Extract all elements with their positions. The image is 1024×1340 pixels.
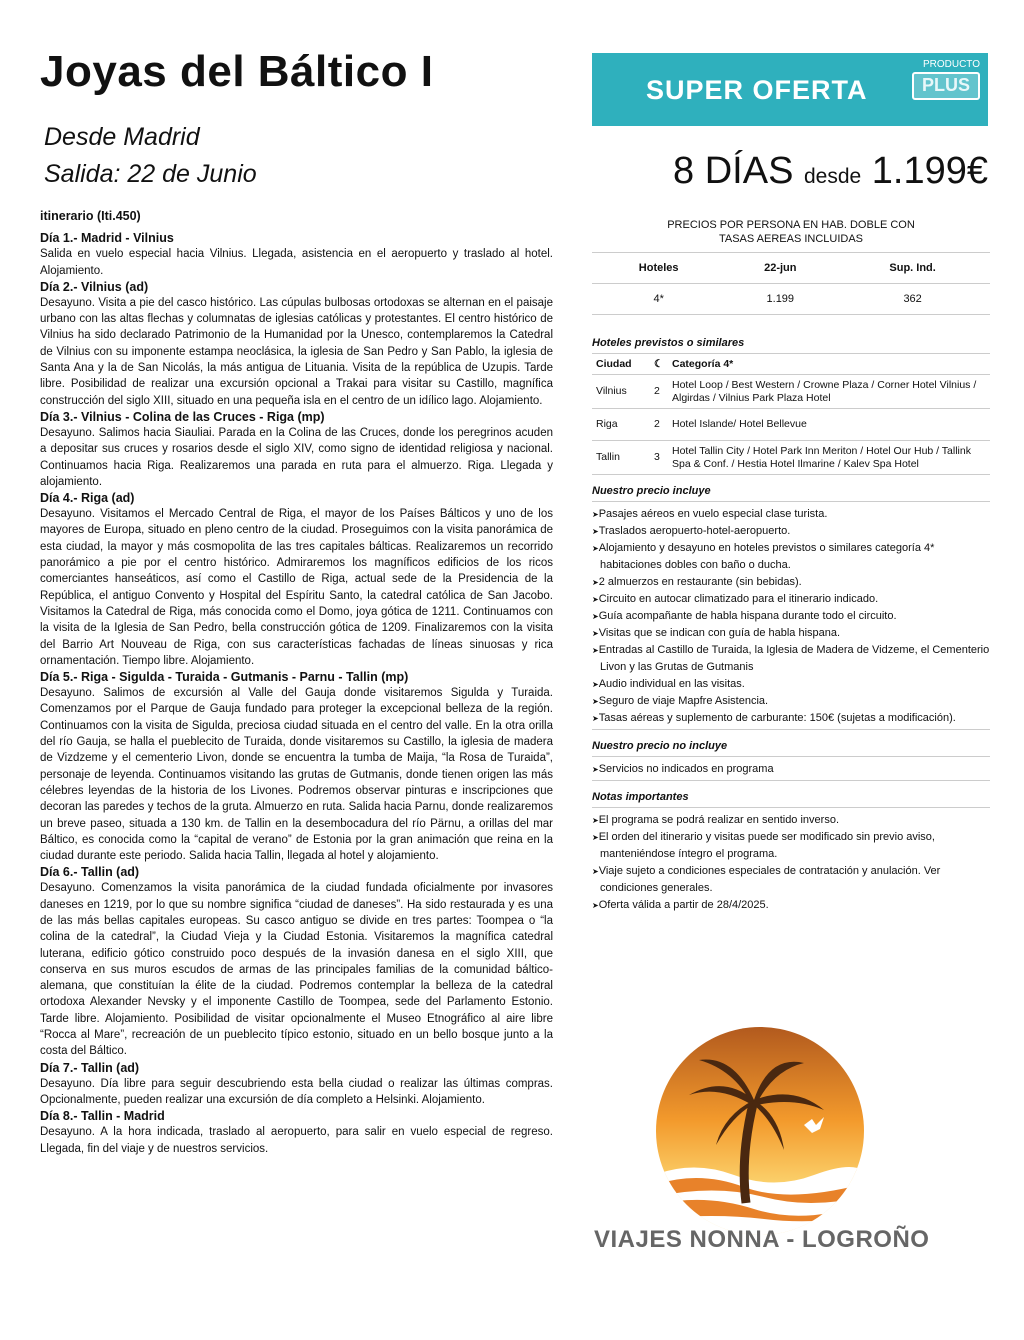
table-header-row [592, 354, 990, 375]
day-block [40, 230, 553, 279]
divider [592, 729, 990, 730]
list-item: ➤ Oferta válida a partir de 28/4/2025. [592, 897, 990, 914]
info-column [592, 218, 990, 914]
day-text: Desayuno. Salimos de excursión al Valle del Gauja donde visitaremos Sigulda y Turaida. Comenzamos por el Parque de Gauja fundado para proteger la excepcional belleza de la región. Continuamos con la visita de Sigulda, preciosa ciudad situada en el centro del valle. En la otra orilla del río Gauja, se halla el pueblecito de Turaida, donde visitaremos su Castillo, la iglesia de madera de Vizdzeme y el cementerio Livon, donde se encuentra la tumba de Maija, “la Rosa de Turaida”, personaje de leyenda. Continuamos visitando las grutas de Gutmanis, donde tienen origen las más célebres leyendas de la historia de los Livones. Podremos observar pinturas e inscripciones que decoran las paredes y techos de la gruta. Almuerzo en ruta. Salida hacia Parnu, donde realizaremos un breve paseo, situada a 130 km. de Tallin en la desembocadura del río Pärnu, a orillas del mar Báltico, es conocida como la “capital de verano” de Estonia por la gran animación que reina en la ciudad durante este periodo. Salida hacia Tallin, llegada al hotel y alojamiento. [40, 687, 553, 863]
table-cell: Hotel Islande/ Hotel Bellevue [668, 409, 990, 441]
day-text: Salida en vuelo especial hacia Vilnius. Llegada, asistencia en el aeropuerto y traslado al hotel. Alojamiento. [40, 248, 553, 277]
list-item: ➤ Entradas al Castillo de Turaida, la Iglesia de Madera de Vidzeme, el Cementerio Livon y las Grutas de Gutmanis [592, 642, 990, 676]
table-cell: Riga [592, 409, 650, 441]
day-text: Desayuno. A la hora indicada, traslado al aeropuerto, para salir en vuelo especial de regreso. Llegada, fin del viaje y de nuestros servicios. [40, 1126, 553, 1155]
palm-tree-sunset-logo [654, 1025, 867, 1238]
price-amount: 1.199€ [871, 150, 988, 192]
table-cell: Vilnius [592, 375, 650, 409]
table-cell: 4* [592, 284, 725, 315]
hotels-table [592, 354, 990, 475]
table-row [592, 375, 990, 409]
table-header: Hoteles [592, 253, 725, 284]
day-text: Desayuno. Comenzamos la visita panorámica de la ciudad fundada oficialmente por invasores daneses en 1219, por lo que su nombre significa “ciudad de daneses”. Ha sido restaurada y es una de las más bellas capitales europeas. Su casco antiguo se divide en tres partes: Toompea o “la colina de la catedral”, la Ciudad Vieja y la Ciudad Estonia. Visitaremos la magnífica catedral luterana, edificio gótico construido poco después de la invasión danesa en el siglo XIII, que conserva en sus muros escudos de armas de las principales familias de la comunidad báltico-alemana, que constituían la élite de la ciudad. Podremos contemplar la belleza de la catedral ortodoxa Alexander Nevsky y el imponente Castillo de Toompea, sede del Parlamento Estonio. Tarde libre. Alojamiento. Posibilidad de visitar opcionalmente el Museo Etnográfico al aire libre “Rocca al Mare”, recreación de un pueblecito típico estonio, situado en un bello bosque junto a la costa del Báltico. [40, 882, 553, 1058]
list-item: ➤ Circuito en autocar climatizado para el itinerario indicado. [592, 591, 990, 608]
list-item: ➤ Servicios no indicados en programa [592, 761, 990, 778]
list-item: ➤ Guía acompañante de habla hispana durante todo el circuito. [592, 608, 990, 625]
table-cell: Tallin [592, 441, 650, 475]
table-cell: Hotel Loop / Best Western / Crowne Plaza / Corner Hotel Vilnius / Algirdas / Vilnius Park Plaza Hotel [668, 375, 990, 409]
table-cell: Hotel Tallin City / Hotel Park Inn Meriton / Hotel Our Hub / Tallink Spa & Conf. / Hestia Hotel Ilmarine / Kalev Spa Hotel [668, 441, 990, 475]
price-note [592, 218, 990, 246]
super-offer-banner [592, 53, 988, 126]
table-row [592, 441, 990, 475]
day-block [40, 409, 553, 490]
price-note-line: TASAS AEREAS INCLUIDAS [718, 233, 864, 245]
price-desde: desde [803, 165, 862, 188]
not-includes-title: Nuestro precio no incluye [592, 740, 990, 757]
list-item: ➤ Tasas aéreas y suplemento de carburante: 150€ (sujetas a modificación). [592, 710, 990, 727]
plus-badge: PLUS [912, 72, 980, 100]
agency-name: VIAJES NONNA - LOGROÑO [594, 1226, 930, 1253]
list-item: ➤ Alojamiento y desayuno en hoteles previstos o similares categoría 4* habitaciones dobles con baño o ducha. [592, 540, 990, 574]
list-item: ➤ El programa se podrá realizar en sentido inverso. [592, 812, 990, 829]
itinerary-heading: itinerario (Iti.450) [40, 209, 141, 223]
not-includes-list [592, 761, 990, 778]
notes-title: Notas importantes [592, 791, 990, 808]
table-cell: 1.199 [725, 284, 835, 315]
table-header: Categoría 4* [668, 354, 990, 375]
subtitle-origin: Desde Madrid [44, 123, 200, 151]
includes-title: Nuestro precio incluye [592, 485, 990, 502]
list-item: ➤ Traslados aeropuerto-hotel-aeropuerto. [592, 523, 990, 540]
day-title: Día 6.- Tallin (ad) [40, 865, 140, 880]
list-item: ➤ Pasajes aéreos en vuelo especial clase turista. [592, 506, 990, 523]
table-cell: 2 [650, 375, 668, 409]
day-block [40, 279, 553, 409]
table-header: Ciudad [592, 354, 650, 375]
table-header: Sup. Ind. [835, 253, 990, 284]
day-title: Día 1.- Madrid - Vilnius [40, 231, 174, 246]
table-header-row [592, 253, 990, 284]
day-block [40, 864, 553, 1059]
price-note-line: PRECIOS POR PERSONA EN HAB. DOBLE CON [667, 219, 915, 231]
page-title: Joyas del Báltico I [40, 47, 434, 96]
divider [592, 780, 990, 781]
list-item: ➤ El orden del itinerario y visitas puede ser modificado sin previo aviso, manteniéndose íntegro el programa. [592, 829, 990, 863]
table-header: 22-jun [725, 253, 835, 284]
subtitle-departure: Salida: 22 de Junio [44, 160, 257, 188]
notes-list [592, 812, 990, 914]
itinerary [40, 208, 553, 1157]
day-block [40, 1060, 553, 1109]
day-block [40, 490, 553, 669]
day-title: Día 4.- Riga (ad) [40, 491, 135, 506]
list-item: ➤ Visitas que se indican con guía de habla hispana. [592, 625, 990, 642]
table-cell: 2 [650, 409, 668, 441]
day-text: Desayuno. Visita a pie del casco histórico. Las cúpulas bulbosas ortodoxas se alternan en el paisaje urbano con las altas flechas y columnatas de iglesias católicas y protestantes. El centro histórico de Vilnius ha sido declarado Patrimonio de la Humanidad por la Unesco, contemplaremos la Catedral de Vilnius con su imponente estampa neoclásica, la iglesia de San Pedro y San Pablo, la iglesia de Santa Ana y la de San Nicolás, la más antigua de Lituania. Visita de la república de Uzupis. Tarde libre. Posibilidad de realizar una excursión opcional a Trakai para visitar su Castillo, magnífica construcción del siglo XIII, situado en una pequeña isla en el centro de un idílico lago. Alojamiento. [40, 296, 553, 407]
day-block [40, 1108, 553, 1157]
price-table [592, 252, 990, 315]
day-title: Día 3.- Vilnius - Colina de las Cruces - Riga (mp) [40, 409, 325, 424]
list-item: ➤ Audio individual en las visitas. [592, 676, 990, 693]
days-count: 8 DÍAS [673, 150, 794, 192]
banner-text: SUPER OFERTA [646, 75, 868, 105]
list-item: ➤ Viaje sujeto a condiciones especiales de contratación y anulación. Ver condiciones generales. [592, 863, 990, 897]
day-text: Desayuno. Día libre para seguir descubriendo esta bella ciudad o realizar las últimas compras. Opcionalmente, pueden realizar una excursión de día completo a Helsinki. Alojamiento. [40, 1077, 553, 1106]
day-text: Desayuno. Visitamos el Mercado Central de Riga, el mayor de los Países Bálticos y uno de los mayores de Europa, situado en pleno centro de la ciudad. Proseguimos con la visita panorámica de esta ciudad, la mayor y más cosmopolita de las tres capitales bálticas. Realizaremos un recorrido panorámico a pie por el centro histórico. Admiraremos los magníficos edificios de los ricos comerciantes hanseáticos, así como el Castillo de Riga, actual sede de la Presidencia de la República, el antiguo Convento y Hospital del Espíritu Santo, la catedral católica de San Jacobo. Visitamos la Catedral de Riga, más conocida como el Domo, joya gótica de 1211. Continuamos con la visita de la Iglesia de San Pedro, bella construcción gótica de 1209. Finalizaremos con la visita del Barrio Art Nouveau de Riga, con sus características fachadas de líneas sinuosas y rica ornamentación. Tiempo libre. Alojamiento. [40, 508, 553, 667]
table-cell: 362 [835, 284, 990, 315]
table-cell: 3 [650, 441, 668, 475]
day-title: Día 8.- Tallin - Madrid [40, 1109, 165, 1124]
list-item: ➤ Seguro de viaje Mapfre Asistencia. [592, 693, 990, 710]
table-row [592, 409, 990, 441]
price-headline [673, 152, 988, 190]
day-title: Día 2.- Vilnius (ad) [40, 279, 149, 294]
includes-list [592, 506, 990, 727]
list-item: ➤ 2 almuerzos en restaurante (sin bebidas). [592, 574, 990, 591]
nights-moon-icon: ☾ [650, 354, 668, 375]
product-label: PRODUCTO [922, 59, 980, 70]
day-title: Día 5.- Riga - Sigulda - Turaida - Gutmanis - Parnu - Tallin (mp) [40, 670, 409, 685]
table-row [592, 284, 990, 315]
day-title: Día 7.- Tallin (ad) [40, 1060, 140, 1075]
hotels-title: Hoteles previstos o similares [592, 337, 990, 354]
day-block [40, 669, 553, 864]
day-text: Desayuno. Salimos hacia Siauliai. Parada en la Colina de las Cruces, donde los peregrinos acuden a depositar sus cruces y rosarios desde el siglo XIV, como signo de identidad religiosa y nacional. Continuamos hacia Riga. Realizaremos una parada en ruta para el almuerzo. Riga. Llegada y alojamiento. [40, 426, 553, 488]
